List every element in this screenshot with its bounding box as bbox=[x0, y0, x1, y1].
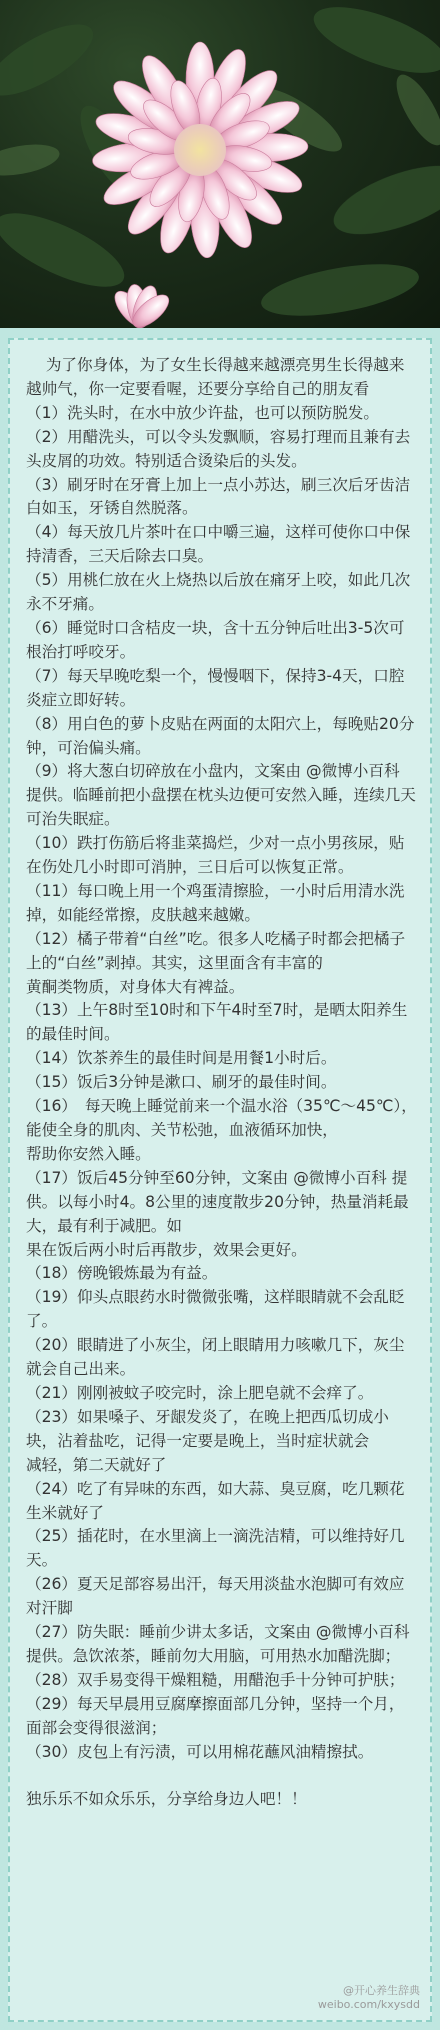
tips-card bbox=[8, 338, 432, 2022]
tip-item: （21）刚刚被蚊子咬完时，涂上肥皂就不会痒了。 bbox=[26, 1383, 374, 1402]
tip-item: （28）双手易变得干燥粗糙，用醋泡手十分钟可护肤； bbox=[26, 1670, 405, 1689]
tip-item: （7）每天早晚吃梨一个，慢慢咽下，保持3-4天，口腔炎症立即好转。 bbox=[26, 666, 405, 709]
tip-item: （9）将大葱白切碎放在小盘内，文案由 @微博小百科 提供。临睡前把小盘摆在枕头边便可安然入睡，连续几天可治失眠症。 bbox=[26, 762, 416, 829]
closing-line: 独乐乐不如众乐乐，分享给身边人吧！！ bbox=[26, 1790, 307, 1809]
tip-item: （17）饭后45分钟至60分钟，文案由 @微博小百科 提供。以每小时4。8公里的速度散步20分钟，热量消耗最大，最有利于减肥。如 果在饭后两小时后再散步，效果会更好。 bbox=[26, 1168, 409, 1259]
tip-item: （13）上午8时至10时和下午4时至7时，是晒太阳养生的最佳时间。 bbox=[26, 1001, 408, 1044]
tip-item: （25）插花时，在水里滴上一滴洗洁精，可以维持好几天。 bbox=[26, 1527, 405, 1570]
tip-item: （5）用桃仁放在火上烧热以后放在痛牙上咬，如此几次永不牙痛。 bbox=[26, 571, 411, 614]
tip-item: （23）如果嗓子、牙龈发炎了，在晚上把西瓜切成小块，沾着盐吃，记得一定要是晚上，当时症状就会 减轻，第二天就好了 bbox=[26, 1407, 389, 1474]
watermark-url: weibo.com/kxysdd bbox=[317, 1998, 420, 2011]
tip-item: （3）刷牙时在牙膏上加上一点小苏达，刷三次后牙齿洁白如玉，牙锈自然脱落。 bbox=[26, 475, 411, 518]
article-body bbox=[26, 354, 418, 1812]
tip-item: （10）跌打伤筋后将韭菜捣烂，少对一点小男孩尿，贴在伤处几小时即可消肿，三日后可以恢复正常。 bbox=[26, 834, 405, 877]
tip-item: （6）睡觉时口含桔皮一块，含十五分钟后吐出3-5次可根治打呼咬牙。 bbox=[26, 618, 405, 661]
tip-item: （8）用白色的萝卜皮贴在两面的太阳穴上，每晚贴20分钟，可治偏头痛。 bbox=[26, 714, 415, 757]
tip-item: （30）皮包上有污渍，可以用棉花蘸风油精擦拭。 bbox=[26, 1742, 374, 1761]
tip-item: （27）防失眠：睡前少讲太多话，文案由 @微博小百科 提供。急饮浓茶，睡前勿大用脑，可用热水加醋洗脚； bbox=[26, 1623, 415, 1665]
weibo-watermark bbox=[318, 1984, 420, 2012]
tip-item: （20）眼睛进了小灰尘，闭上眼睛用力咳嗽几下，灰尘就会自己出来。 bbox=[26, 1336, 405, 1379]
tip-item: （16） 每天晚上睡觉前来一个温水浴（35℃～45℃），能使全身的肌肉、关节松弛，血液循环加快， 帮助你安然入睡。 bbox=[26, 1097, 417, 1163]
tip-item: （4）每天放几片茶叶在口中嚼三遍，这样可使你口中保持清香，三天后除去口臭。 bbox=[26, 523, 411, 566]
tip-item: （24）吃了有异味的东西，如大蒜、臭豆腐，吃几颗花生米就好了 bbox=[26, 1479, 405, 1522]
tip-item: （19）仰头点眼药水时微微张嘴，这样眼睛就不会乱眨了。 bbox=[26, 1288, 405, 1331]
tip-item: （26）夏天足部容易出汗，每天用淡盐水泡脚可有效应对汗脚 bbox=[26, 1575, 405, 1618]
tip-item: （29）每天早晨用豆腐摩擦面部几分钟，坚持一个月，面部会变得很滋润； bbox=[26, 1694, 405, 1737]
tip-item: （1）洗头时，在水中放少许盐，也可以预防脱发。 bbox=[26, 403, 379, 422]
tip-item: （15）饭后3分钟是漱口、刷牙的最佳时间。 bbox=[26, 1073, 337, 1092]
tip-item: （18）傍晚锻炼最为有益。 bbox=[26, 1264, 218, 1283]
flower-illustration bbox=[0, 0, 440, 328]
chrysanthemum-photo bbox=[0, 0, 440, 328]
tip-item: （2）用醋洗头，可以令头发飘顺，容易打理而且兼有去头皮屑的功效。特别适合烫染后的头发。 bbox=[26, 427, 411, 470]
spacer bbox=[26, 1764, 418, 1788]
tips-list bbox=[26, 402, 418, 1765]
intro-paragraph: 为了你身体，为了女生长得越来越漂亮男生长得越来越帅气，你一定要看喔，还要分享给自己的朋友看 bbox=[26, 356, 405, 398]
tip-item: （14）饮茶养生的最佳时间是用餐1小时后。 bbox=[26, 1049, 337, 1068]
tip-item: （12）橘子带着“白丝”吃。很多人吃橘子时都会把橘子上的“白丝”剥掉。其实，这里面含有丰富的 黄酮类物质，对身体大有裨益。 bbox=[26, 929, 406, 996]
tip-item: （11）每口晚上用一个鸡蛋清擦脸，一小时后用清水洗掉，如能经常擦，皮肤越来越嫩。 bbox=[26, 881, 405, 924]
watermark-account: @开心养生辞典 bbox=[343, 1984, 420, 1997]
